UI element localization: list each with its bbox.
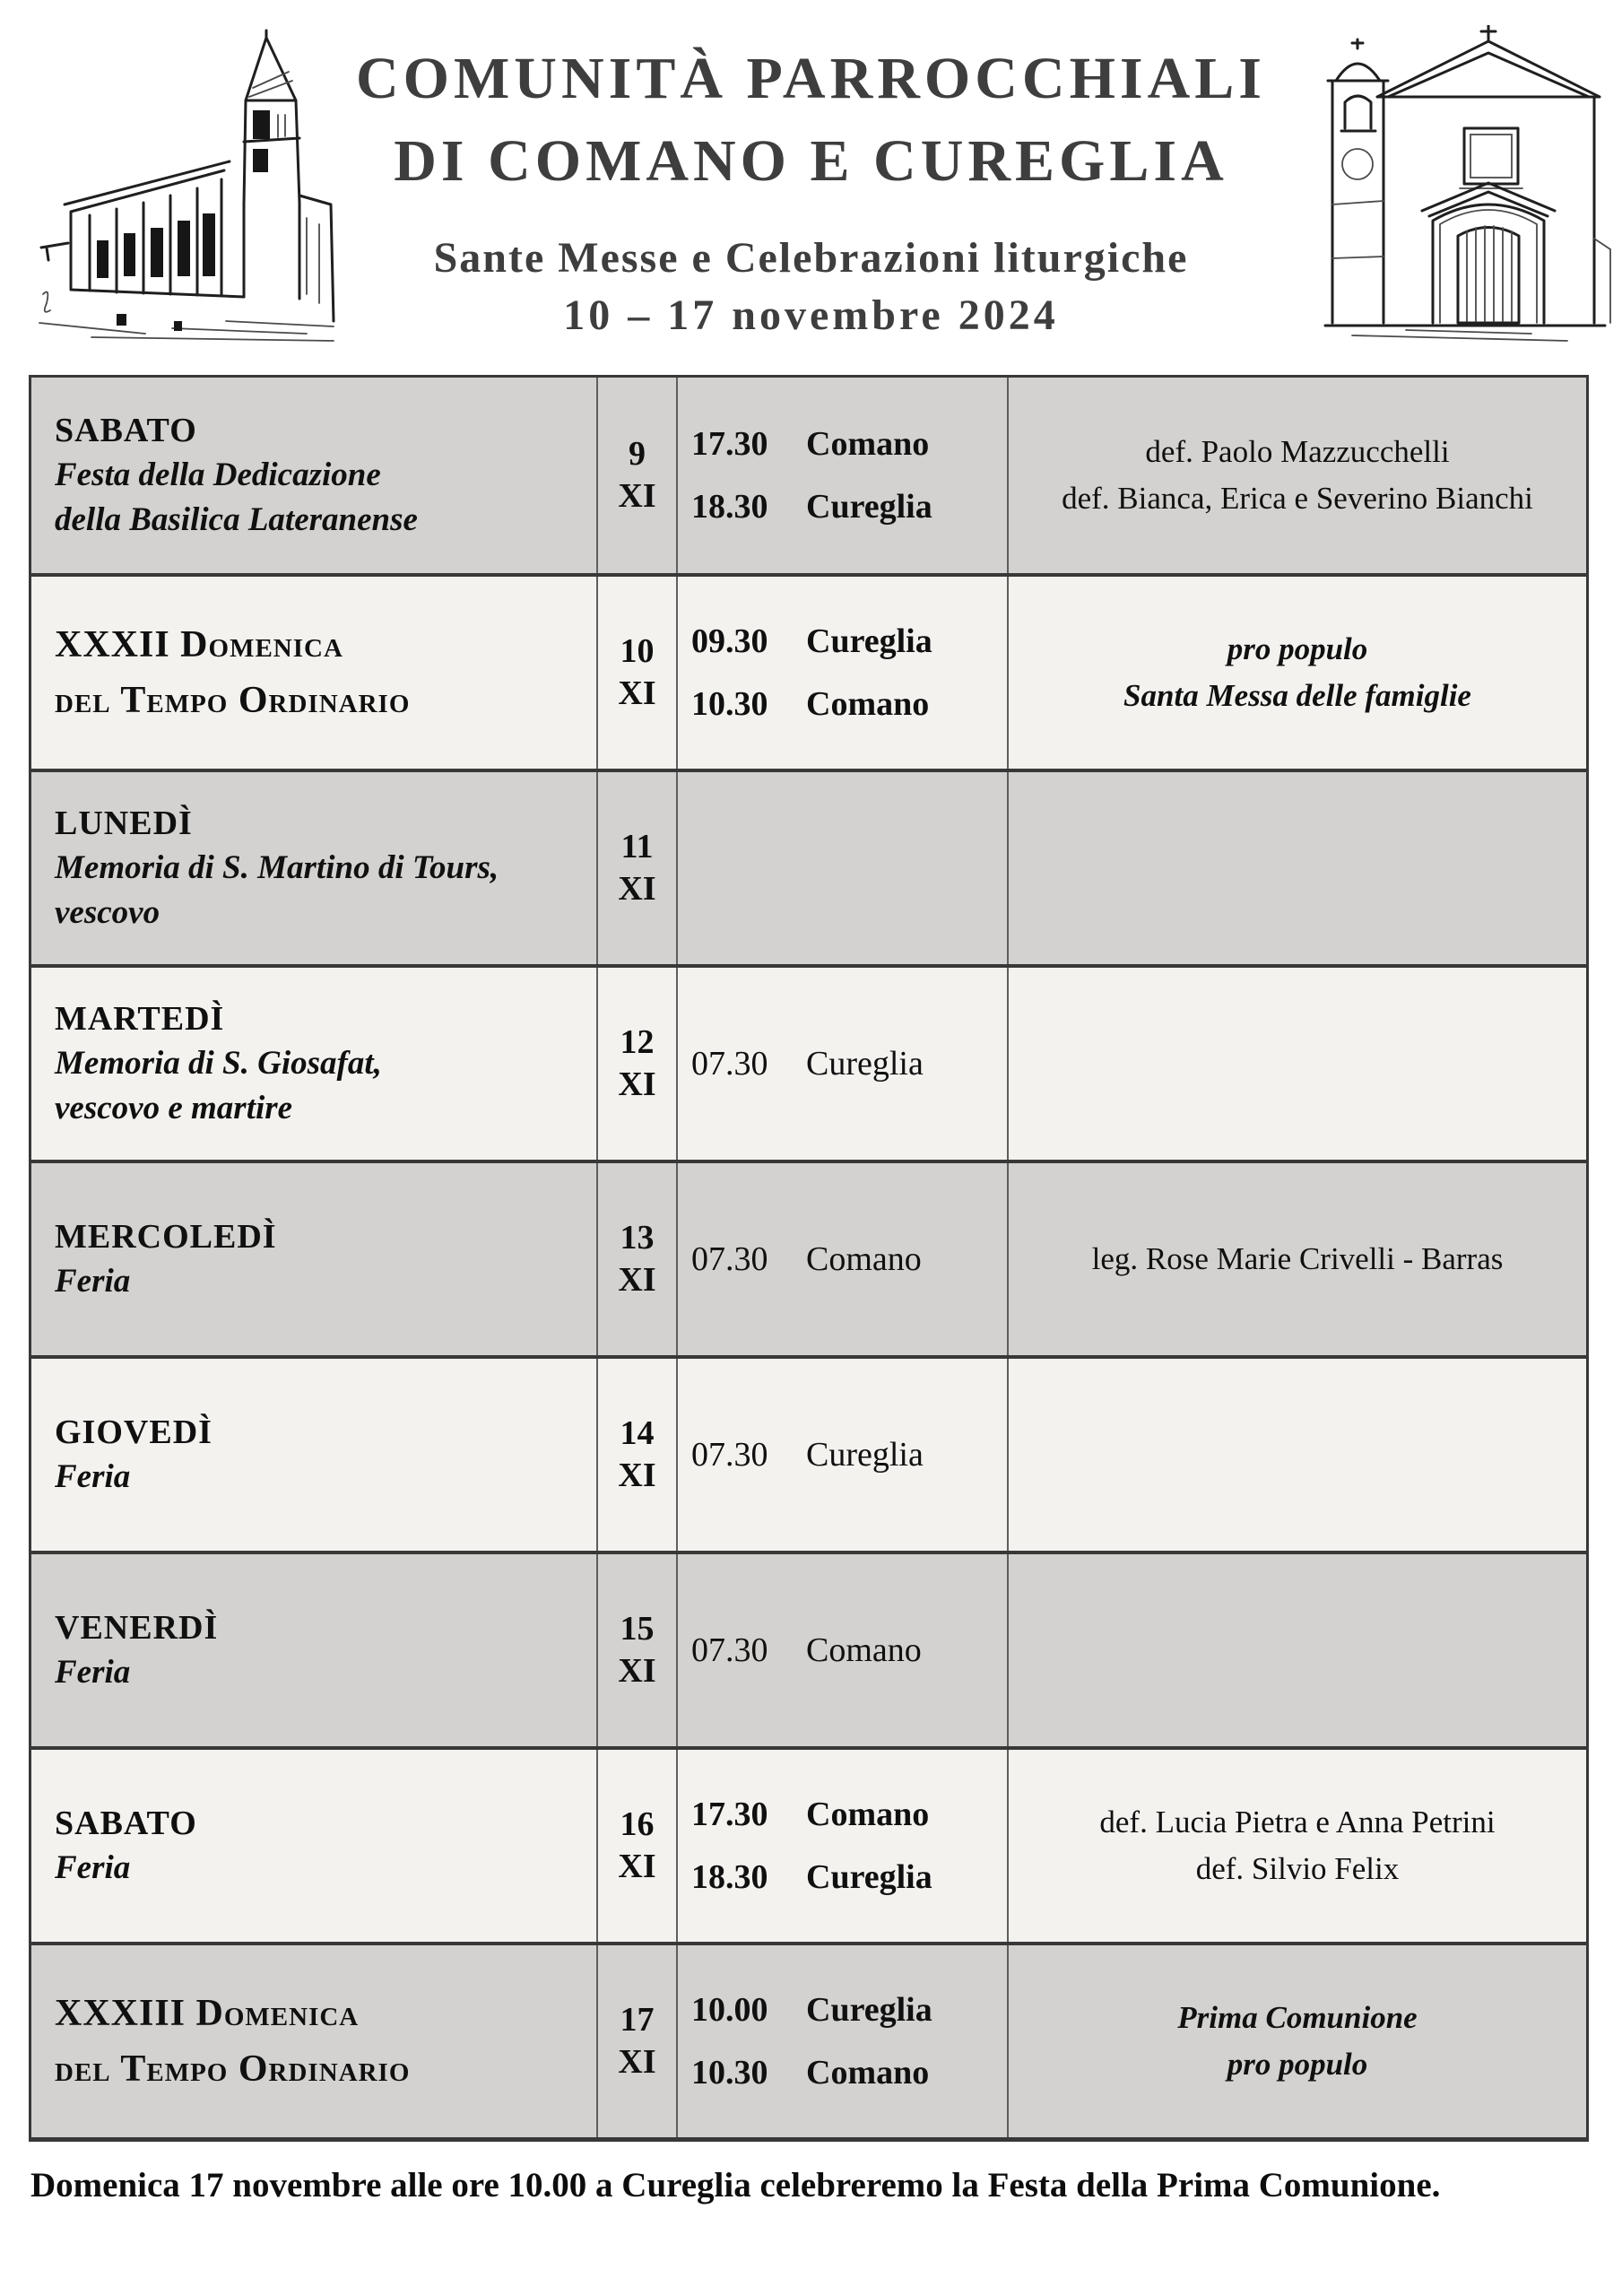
mass-times-cell — [676, 1163, 1007, 1355]
mass-time: 10.00 — [691, 1991, 768, 2029]
intention-line: Prima Comunione — [1177, 2000, 1418, 2035]
schedule-row — [31, 1551, 1586, 1746]
day-feast: Feria — [55, 1263, 131, 1300]
mass-times-cell — [676, 1554, 1007, 1746]
mass-time: 07.30 — [691, 1240, 768, 1278]
day-feast: vescovo e martire — [55, 1090, 293, 1126]
date-cell — [596, 1554, 676, 1746]
day-feast: della Basilica Lateranense — [55, 501, 418, 538]
mass-place: Cureglia — [806, 1991, 932, 2029]
intention-line: pro populo — [1227, 631, 1368, 666]
date-day: 16 — [620, 1805, 655, 1843]
date-month: XI — [618, 1652, 656, 1690]
intention-line: leg. Rose Marie Crivelli - Barras — [1091, 1241, 1504, 1276]
date-month: XI — [618, 1065, 656, 1103]
page-title-line1: COMUNITÀ PARROCCHIALI — [356, 46, 1266, 111]
day-feast: Memoria di S. Giosafat, — [55, 1045, 382, 1082]
date-month: XI — [618, 1848, 656, 1885]
date-day: 12 — [620, 1023, 655, 1061]
intentions-cell — [1007, 1750, 1586, 1942]
mass-time: 18.30 — [691, 1858, 768, 1896]
day-name: XXXIII Domenica — [55, 1993, 360, 2034]
date-month: XI — [618, 477, 656, 515]
mass-place: Cureglia — [806, 622, 932, 660]
day-feast: Feria — [55, 1654, 131, 1691]
date-cell — [596, 1750, 676, 1942]
intentions-cell — [1007, 577, 1586, 769]
schedule-row — [31, 378, 1586, 573]
mass-times-cell — [676, 772, 1007, 964]
intentions-cell — [1007, 1359, 1586, 1551]
day-feast: Feria — [55, 1849, 131, 1886]
day-feast: Festa della Dedicazione — [55, 457, 381, 493]
date-day: 13 — [620, 1219, 655, 1257]
mass-time: 07.30 — [691, 1436, 768, 1474]
mass-schedule-table — [29, 375, 1589, 2142]
date-cell — [596, 1945, 676, 2137]
mass-entry — [691, 2041, 1007, 2104]
mass-place: Cureglia — [806, 1436, 924, 1474]
day-name: SABATO — [55, 1805, 197, 1842]
mass-place: Cureglia — [806, 1045, 924, 1083]
intention-line: pro populo — [1227, 2047, 1368, 2082]
intention-line: Santa Messa delle famiglie — [1123, 678, 1471, 713]
mass-entry — [691, 1423, 1007, 1486]
date-day: 17 — [620, 2001, 655, 2039]
day-name: del Tempo Ordinario — [55, 680, 411, 721]
mass-entry — [691, 1228, 1007, 1291]
day-name: SABATO — [55, 412, 197, 449]
mass-entry — [691, 610, 1007, 673]
date-day: 11 — [620, 828, 654, 865]
mass-time: 10.30 — [691, 2054, 768, 2092]
day-cell — [31, 1945, 596, 2137]
date-day: 10 — [620, 632, 655, 670]
day-name: MERCOLEDÌ — [55, 1218, 277, 1256]
page-title-line2: DI COMANO E CUREGLIA — [394, 128, 1228, 194]
date-month: XI — [618, 870, 656, 908]
date-cell — [596, 772, 676, 964]
date-day: 9 — [629, 435, 646, 473]
mass-place: Comano — [806, 1796, 930, 1833]
mass-place: Comano — [806, 1240, 922, 1278]
day-name: VENERDÌ — [55, 1609, 219, 1647]
mass-times-cell — [676, 577, 1007, 769]
intentions-cell — [1007, 378, 1586, 573]
mass-entry — [691, 1032, 1007, 1095]
intentions-cell — [1007, 772, 1586, 964]
mass-times-cell — [676, 378, 1007, 573]
mass-place: Comano — [806, 1631, 922, 1669]
mass-entry — [691, 673, 1007, 735]
mass-times-cell — [676, 1945, 1007, 2137]
day-cell — [31, 1750, 596, 1942]
mass-entry — [691, 1619, 1007, 1682]
intentions-cell — [1007, 1554, 1586, 1746]
day-cell — [31, 1359, 596, 1551]
mass-times-cell — [676, 1359, 1007, 1551]
mass-place: Comano — [806, 425, 930, 463]
intentions-cell — [1007, 1163, 1586, 1355]
day-name: XXXII Domenica — [55, 624, 343, 665]
date-cell — [596, 577, 676, 769]
date-month: XI — [618, 2043, 656, 2081]
day-cell — [31, 1163, 596, 1355]
mass-place: Comano — [806, 2054, 930, 2092]
intentions-cell — [1007, 968, 1586, 1160]
intentions-cell — [1007, 1945, 1586, 2137]
day-feast: Feria — [55, 1458, 131, 1495]
day-cell — [31, 772, 596, 964]
date-day: 15 — [620, 1610, 655, 1648]
date-cell — [596, 968, 676, 1160]
church-sketch-right-icon — [1298, 25, 1614, 350]
mass-time: 17.30 — [691, 425, 768, 463]
mass-place: Cureglia — [806, 488, 932, 526]
schedule-row — [31, 1942, 1586, 2137]
footer — [0, 2165, 1622, 2205]
day-feast: vescovo — [55, 894, 160, 931]
intention-line: def. Bianca, Erica e Severino Bianchi — [1062, 481, 1533, 516]
intention-line: def. Lucia Pietra e Anna Petrini — [1099, 1805, 1496, 1839]
mass-entry — [691, 1783, 1007, 1846]
day-name: MARTEDÌ — [55, 1000, 225, 1038]
mass-place: Cureglia — [806, 1858, 932, 1896]
schedule-row — [31, 1355, 1586, 1551]
mass-times-cell — [676, 968, 1007, 1160]
day-cell — [31, 1554, 596, 1746]
day-name: GIOVEDÌ — [55, 1413, 213, 1451]
mass-time: 07.30 — [691, 1631, 768, 1669]
date-cell — [596, 378, 676, 573]
mass-entry — [691, 475, 1007, 538]
mass-place: Comano — [806, 685, 930, 723]
intention-line: def. Paolo Mazzucchelli — [1145, 434, 1450, 469]
schedule-row — [31, 1160, 1586, 1355]
header — [0, 0, 1622, 375]
schedule-row — [31, 964, 1586, 1160]
date-month: XI — [618, 1261, 656, 1299]
day-cell — [31, 378, 596, 573]
mass-time: 17.30 — [691, 1796, 768, 1833]
date-month: XI — [618, 674, 656, 712]
date-cell — [596, 1359, 676, 1551]
mass-time: 18.30 — [691, 488, 768, 526]
mass-time: 10.30 — [691, 685, 768, 723]
date-month: XI — [618, 1457, 656, 1494]
mass-entry — [691, 1979, 1007, 2041]
day-cell — [31, 577, 596, 769]
day-feast: Memoria di S. Martino di Tours, — [55, 849, 499, 886]
mass-entry — [691, 1846, 1007, 1909]
footer-note: Domenica 17 novembre alle ore 10.00 a Cureglia celebreremo la Festa della Prima Comunione. — [30, 2166, 1441, 2205]
day-cell — [31, 968, 596, 1160]
mass-time: 07.30 — [691, 1045, 768, 1083]
date-cell — [596, 1163, 676, 1355]
mass-times-cell — [676, 1750, 1007, 1942]
mass-entry — [691, 413, 1007, 475]
subtitle: Sante Messe e Celebrazioni liturgiche — [433, 234, 1189, 282]
schedule-row — [31, 573, 1586, 769]
day-name: del Tempo Ordinario — [55, 2048, 411, 2090]
date-day: 14 — [620, 1414, 655, 1452]
intention-line: def. Silvio Felix — [1195, 1851, 1400, 1886]
date-range: 10 – 17 novembre 2024 — [563, 291, 1059, 339]
schedule-row — [31, 1746, 1586, 1942]
day-name: LUNEDÌ — [55, 804, 193, 842]
schedule-row — [31, 769, 1586, 964]
mass-time: 09.30 — [691, 622, 768, 660]
